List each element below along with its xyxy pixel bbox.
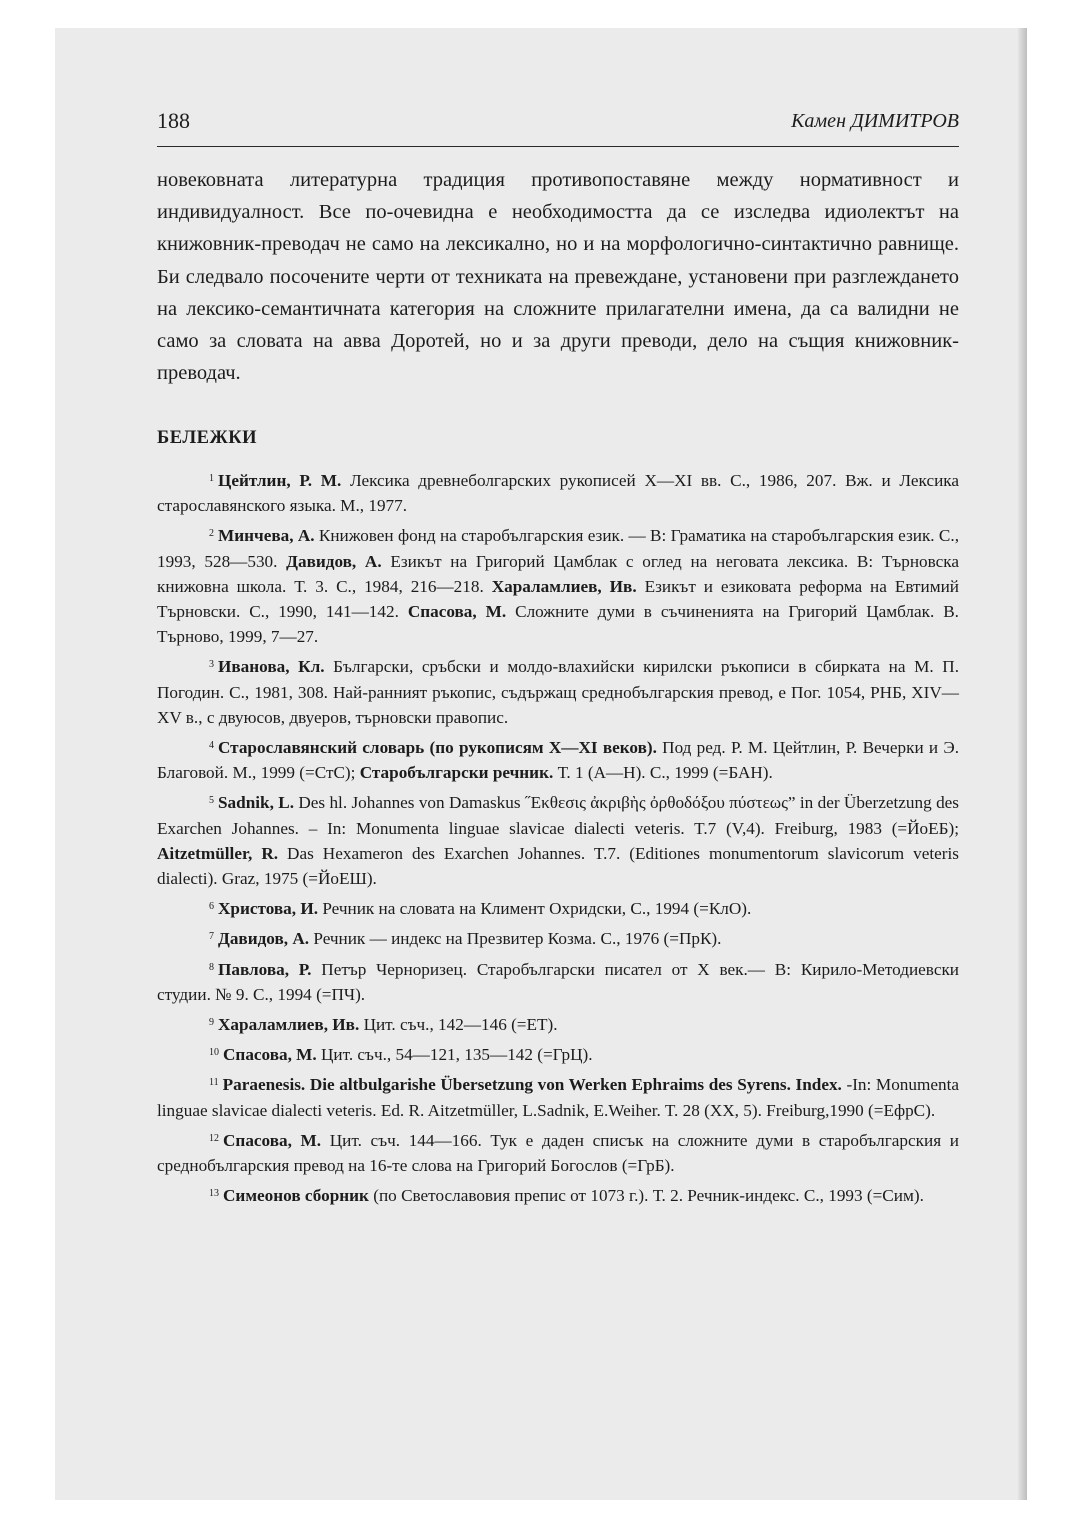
note-8 <box>157 955 959 1007</box>
note-number: 5 <box>209 795 214 807</box>
note-author: Paraenesis. Die altbulgarishe Übersetzung von Werken Ephraims des Syrens. Index. <box>222 1075 842 1095</box>
note-text: Книжовен фонд на старобългарския език. — В: Граматика на старобългарския език. С., 1993, 528—530. <box>157 526 959 571</box>
note-2 <box>157 521 959 649</box>
note-number: 4 <box>209 740 214 752</box>
note-author: Спасова, М. <box>407 602 507 622</box>
note-number: 7 <box>209 931 214 943</box>
note-number: 6 <box>209 901 214 913</box>
body-paragraph: новековната литературна традиция противопоставяне между нормативност и индивидуалност. Все по-очевидна е необходимостта да се изследва идиолектът на книжовник-преводач не само на лексикално, но и на морфологично-синтактично равнище. Би следвало посочените черти от техниката на превеждане, установени при разглеждането на лексико-семантичната категория на сложните прилагателни имена, да са валидни не само за словата на авва Доротей, но и за други преводи, дело на същия книжовник-преводач. <box>157 169 959 385</box>
notes-heading: БЕЛЕЖКИ <box>157 428 258 448</box>
note-12 <box>157 1126 959 1178</box>
note-text: Езикът на Григорий Цамблак с оглед на неговата лексика. В: Търновска книжовна школа. Т. 3. С., 1984, 216—218. <box>157 551 959 596</box>
note-text: Сложните думи в съчиненията на Григорий Цамблак. В. Търново, 1999, 7—27. <box>157 602 959 647</box>
note-11 <box>157 1070 959 1122</box>
note-author: Минчева, А. <box>218 526 315 546</box>
note-13 <box>157 1181 959 1208</box>
note-text: Цит. съч., 54—121, 135—142 (=ГрЦ). <box>316 1045 593 1065</box>
note-author: Sadnik, L. <box>218 793 295 813</box>
note-author: Aitzetmüller, R. <box>157 843 279 863</box>
note-number: 13 <box>209 1188 219 1200</box>
page-edge-shadow <box>1018 28 1027 1500</box>
note-5 <box>157 788 959 891</box>
note-text: Речник — индекс на Презвитер Козма. С., 1976 (=ПрК). <box>309 929 722 949</box>
note-1 <box>157 466 959 518</box>
note-10 <box>157 1040 959 1067</box>
note-author: Иванова, Кл. <box>218 657 325 677</box>
page-header <box>157 106 959 147</box>
note-number: 12 <box>209 1132 219 1144</box>
note-author: Цейтлин, Р. М. <box>218 471 342 490</box>
note-text: Български, сръбски и молдо-влахийски кирилски ръкописи в сбирката на М. П. Погодин. С., 1981, 308. Най-ранният ръкопис, съдържащ среднобългарския превод, е Пог. 1054, РНБ, XIV—XV в., с двуюсов, двуеров, търновски правопис. <box>157 657 959 727</box>
note-text: (по Светославовия препис от 1073 г.). Т. 2. Речник-индекс. С., 1993 (=Сим). <box>368 1186 924 1206</box>
note-text: Das Hexameron des Exarchen Johannes. T.7. (Editiones monumentorum slavicorum veteris dialecti). Graz, 1975 (=ЙоЕШ). <box>157 843 959 889</box>
note-text: Под ред. Р. М. Цейтлин, Р. Вечерки и Э. Благовой. М., 1999 (=СтС); <box>157 738 960 783</box>
note-text: Цит. съч., 142—146 (=ЕТ). <box>359 1015 558 1035</box>
note-text: Езикът и езиковата реформа на Евтимий Търновски. С., 1990, 141—142. <box>157 576 959 622</box>
note-author: Спасова, М. <box>223 1130 322 1150</box>
note-text: -In: Monumenta linguae slavicae dialecti veteris. Ed. R. Aitzetmüller, L.Sadnik, E.Weiher. T. 28 (XX, 5). Freiburg,1990 (=ЕфрС). <box>157 1075 959 1120</box>
note-number: 9 <box>209 1017 214 1029</box>
note-number: 1 <box>209 473 214 484</box>
note-text: Цит. съч. 144—166. Тук е даден списък на сложните думи в старобългарския и среднобългарския превод на 16-те слова на Григорий Богослов (=ГрБ). <box>157 1130 959 1176</box>
page-number: 188 <box>157 108 190 133</box>
note-author: Старославянский словарь (по рукописям X—XI веков). <box>218 738 657 758</box>
note-number: 11 <box>209 1077 219 1089</box>
note-3 <box>157 652 959 730</box>
note-7 <box>157 924 959 951</box>
note-4 <box>157 733 959 785</box>
note-author: Давидов, А. <box>286 551 382 571</box>
note-text: Петър Черноризец. Старобългарски писател от X век.— В: Кирило-Методиевски студии. № 9. С., 1994 (=ПЧ). <box>157 959 959 1004</box>
note-author: Хараламлиев, Ив. <box>218 1015 360 1035</box>
note-author: Спасова, М. <box>223 1045 317 1065</box>
note-text: Т. 1 (А—Н). С., 1999 (=БАН). <box>553 763 773 783</box>
note-number: 10 <box>209 1047 219 1059</box>
note-author: Хараламлиев, Ив. <box>491 576 637 596</box>
note-text: Лексика древнеболгарских рукописей X—XI вв. С., 1986, 207. Вж. и Лексика старославянского языка. М., 1977. <box>157 471 959 516</box>
note-text: Des hl. Johannes von Damaskus ˝Εκθεσις ἀκριβὴς ὀρθοδόξου πύστεως” in der Überzetzung des Exarchen Johannes. – In: Monumenta linguae slavicae dialecti veteris. T.7 (V,4). Freiburg, 1983 (=ЙоЕБ); <box>157 793 959 838</box>
note-author: Христова, И. <box>218 899 319 919</box>
note-text: Речник на словата на Климент Охридски, С., 1994 (=КлО). <box>318 899 752 919</box>
note-number: 2 <box>209 528 214 540</box>
running-head-author: Камен ДИМИТРОВ <box>791 110 959 132</box>
note-author: Симеонов сборник <box>223 1186 369 1206</box>
notes-list <box>157 466 959 1211</box>
note-6 <box>157 894 959 921</box>
note-author: Давидов, А. <box>218 929 310 949</box>
note-author: Павлова, Р. <box>218 959 312 979</box>
note-number: 3 <box>209 659 214 671</box>
note-9 <box>157 1010 959 1037</box>
note-author: Старобългарски речник. <box>359 763 554 783</box>
note-number: 8 <box>209 961 214 973</box>
